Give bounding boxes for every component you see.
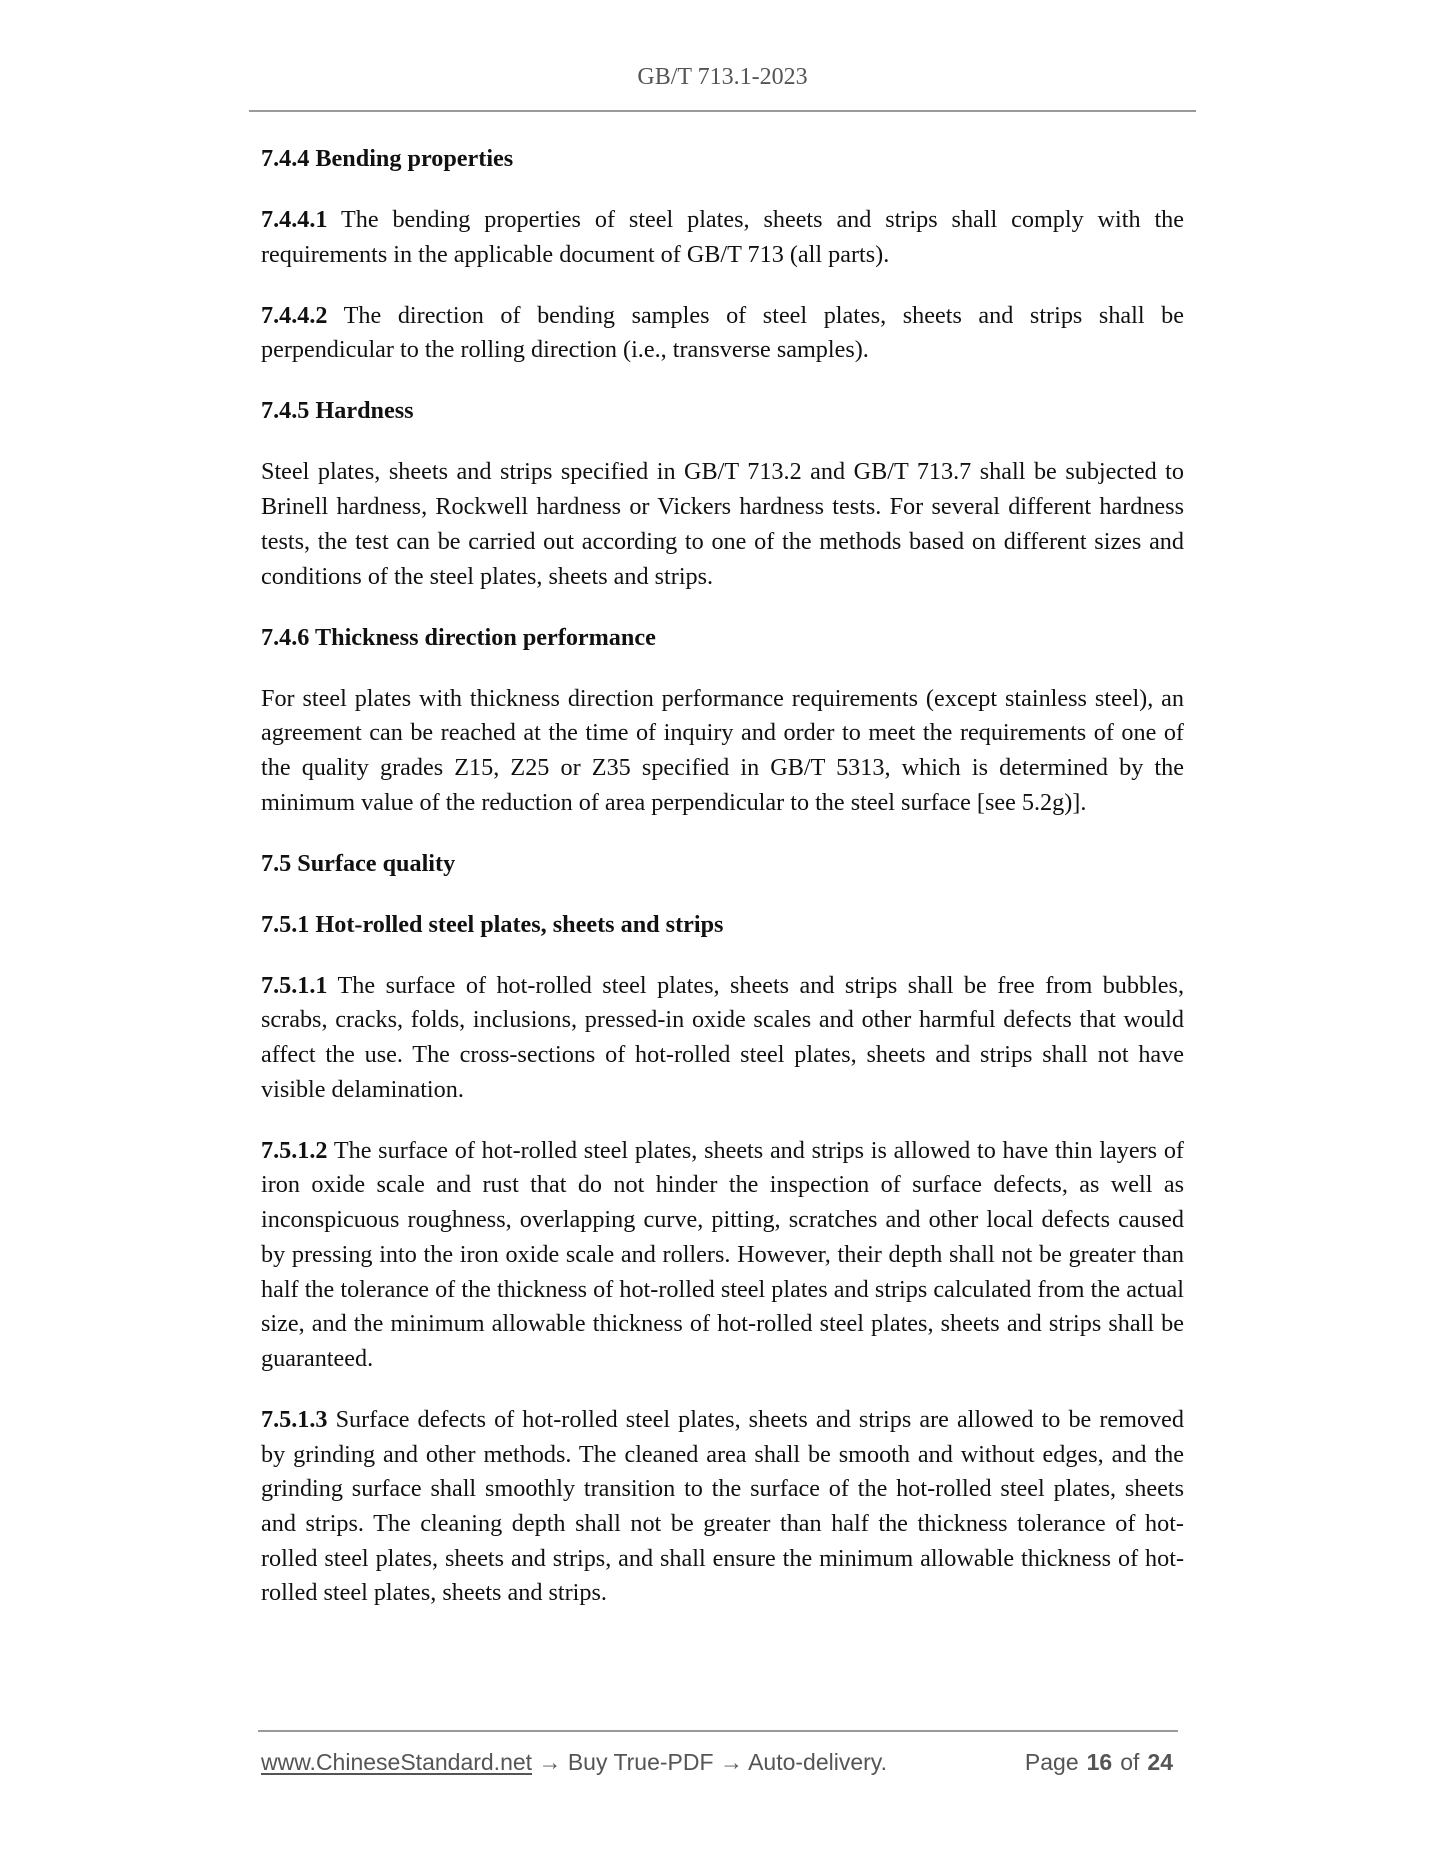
current-page-number: 16 (1086, 1749, 1113, 1775)
clause-text: The bending properties of steel plates, sheets and strips shall comply with the requirements in the applicable document of GB/T 713 (all parts). (261, 206, 1184, 268)
clause-text: Surface defects of hot-rolled steel plates, sheets and strips are allowed to be removed by grinding and other methods. The cleaned area shall be smooth and without edges, and the grinding surface shall smoothly transition to the surface of the hot-rolled steel plates, sheets and strips. The cleaning depth shall not be greater than half the thickness tolerance of hot-rolled steel plates, sheets and strips, and shall ensure the minimum allowable thickness of hot-rolled steel plates, sheets and strips. (261, 1405, 1184, 1607)
header-divider (249, 110, 1196, 112)
paragraph-text: For steel plates with thickness direction performance requirements (except stainless steel), an agreement can be reached at the time of inquiry and order to meet the requirements of one of the quality grades Z15, Z25 or Z35 specified in GB/T 5313, which is determined by the minimum value of the reduction of area perpendicular to the steel surface [see 5.2g)]. (261, 684, 1184, 816)
clause-7-5-1-1 (261, 969, 1184, 1108)
clause-number: 7.5.1.3 (261, 1405, 328, 1433)
clause-text: The surface of hot-rolled steel plates, sheets and strips is allowed to have thin layers of iron oxide scale and rust that do not hinder the inspection of surface defects, as well as inconspicuous roughness, overlapping curve, pitting, scratches and other local defects caused by pressing into the iron oxide scale and rollers. However, their depth shall not be greater than half the tolerance of the thickness of hot-rolled steel plates and strips calculated from the actual size, and the minimum allowable thickness of hot-rolled steel plates, sheets and strips shall be guaranteed. (261, 1136, 1184, 1372)
clause-number: 7.4.4.1 (261, 206, 328, 233)
paragraph-thickness-direction (261, 682, 1184, 821)
arrow-right-icon: → (719, 1749, 743, 1775)
paragraph-text: Steel plates, sheets and strips specified in GB/T 713.2 and GB/T 713.7 shall be subjected to Brinell hardness, Rockwell hardness or Vickers hardness tests. For several different hardness tests, the test can be carried out according to one of the methods based on different sizes and conditions of the steel plates, sheets and strips. (261, 458, 1184, 590)
page-of-label: of (1120, 1749, 1140, 1775)
clause-number: 7.4.4.2 (261, 301, 328, 329)
auto-delivery-text: Auto-delivery. (748, 1749, 887, 1775)
heading-7-5-1: 7.5.1 Hot-rolled steel plates, sheets and strips (261, 910, 724, 938)
clause-text: The direction of bending samples of steel plates, sheets and strips shall be perpendicular to the rolling direction (i.e., transverse samples). (261, 301, 1184, 364)
clause-7-5-1-3 (261, 1403, 1184, 1611)
clause-number: 7.5.1.2 (261, 1136, 328, 1164)
paragraph-hardness (261, 455, 1184, 594)
page-indicator (1025, 1747, 1173, 1777)
total-pages-number: 24 (1147, 1749, 1173, 1775)
document-body (261, 142, 1184, 1637)
clause-text: The surface of hot-rolled steel plates, sheets and strips shall be free from bubbles, scrabs, cracks, folds, inclusions, pressed-in oxide scales and other harmful defects that would affect the use. The cross-sections of hot-rolled steel plates, sheets and strips shall not have visible delamination. (261, 971, 1184, 1103)
clause-7-4-4-1 (261, 203, 1184, 272)
footer-divider (258, 1730, 1178, 1732)
page-header (249, 60, 1196, 94)
buy-pdf-text: Buy True-PDF (567, 1749, 714, 1775)
heading-7-5: 7.5 Surface quality (261, 849, 456, 877)
clause-7-4-4-2 (261, 299, 1184, 368)
website-link[interactable]: www.ChineseStandard.net (261, 1749, 533, 1775)
page-label: Page (1024, 1749, 1079, 1775)
heading-7-4-6: 7.4.6 Thickness direction performance (261, 623, 656, 651)
page-footer (261, 1747, 1176, 1777)
heading-7-4-4: 7.4.4 Bending properties (261, 145, 514, 172)
clause-number: 7.5.1.1 (261, 971, 328, 999)
clause-7-5-1-2 (261, 1134, 1184, 1377)
document-id: GB/T 713.1-2023 (637, 64, 808, 90)
heading-7-4-5: 7.4.5 Hardness (261, 397, 414, 425)
arrow-right-icon: → (538, 1749, 562, 1775)
